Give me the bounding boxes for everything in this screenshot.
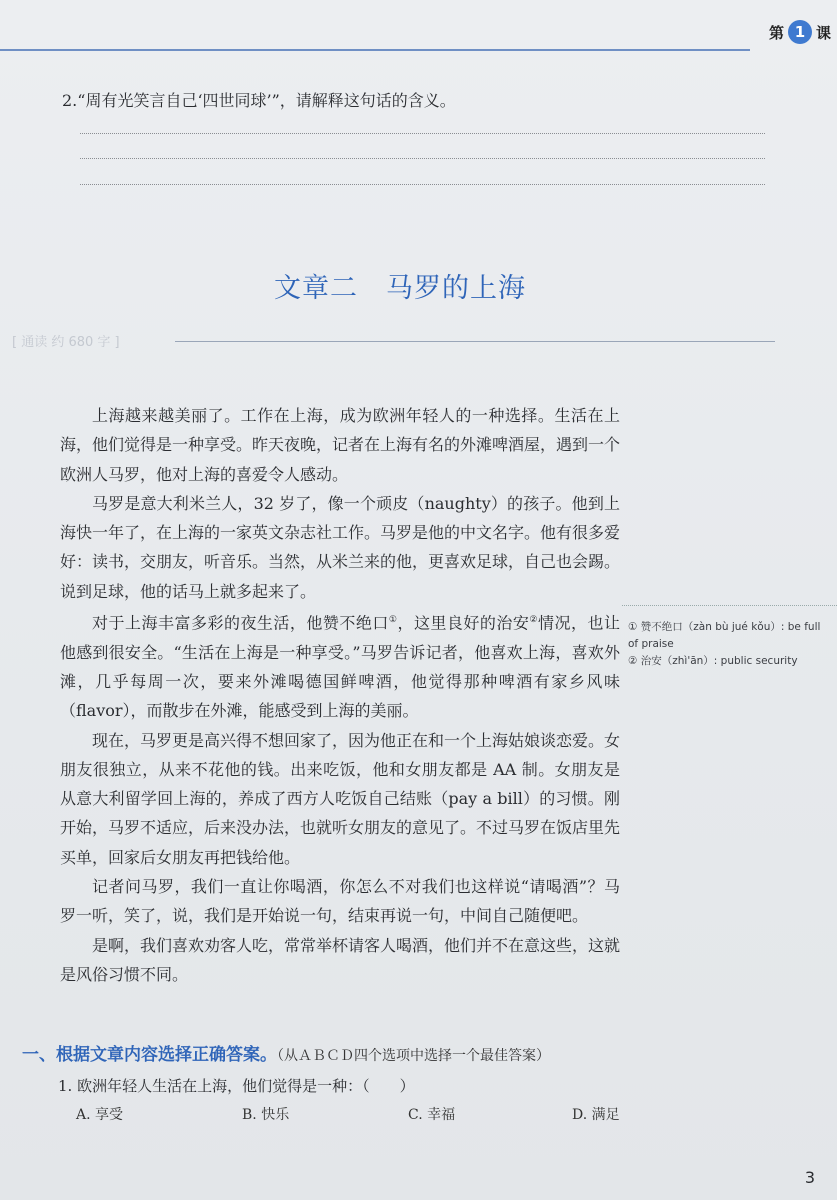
answer-line[interactable] [80, 184, 765, 185]
read-tag: [ 通读 约 680 字 ] [12, 335, 120, 350]
paragraph: 现在，马罗更是高兴得不想回家了，因为他正在和一个上海姑娘谈恋爱。女朋友很独立，从来不花他的钱。出来吃饭，他和女朋友都是 AA 制。女朋友是从意大利留学回上海的，养成了西方人吃饭自己结账（pay a bill）的习惯。刚开始，马罗不适应，后来没办法，也就听女朋友的意见了。不过马罗在饭店里先买单，回家后女朋友再把钱给他。 [60, 730, 621, 867]
option-c[interactable]: C. 幸福 [408, 1107, 456, 1123]
footnote-marker: ② [529, 615, 538, 626]
article-title: 文章二 马罗的上海 [274, 273, 526, 304]
footnote: ② 治安（zhì'ān）: public security [628, 655, 798, 667]
paragraph: 记者问马罗，我们一直让你喝酒，你怎么不对我们也这样说“请喝酒”？马罗一听，笑了，说，我们是开始说一句，结束再说一句，中间自己随便吧。 [60, 877, 620, 926]
lesson-prefix: 第 [768, 23, 784, 42]
paragraph: 马罗是意大利米兰人，32 岁了，像一个顽皮（naughty）的孩子。他到上海快一年了，在上海的一家英文杂志社工作。马罗是他的中文名字。他有很多爱好：读书，交朋友，听音乐。当然，从米兰来的他，更喜欢足球，自己也会踢。说到足球，他的话马上就多起来了。 [60, 493, 621, 601]
footnote-rule [622, 605, 837, 606]
option-b[interactable]: B. 快乐 [242, 1107, 290, 1123]
question-2: 2.“周有光笑言自己‘四世同球’”，请解释这句话的含义。 [62, 91, 456, 110]
exercise-title: 一、根据文章内容选择正确答案。 [22, 1045, 277, 1065]
page-number: 3 [804, 1168, 815, 1187]
option-d[interactable]: D. 满足 [572, 1107, 620, 1123]
exercise-heading [22, 1040, 550, 1065]
paragraph: 对于上海丰富多彩的夜生活，他赞不绝口①，这里良好的治安②情况，也让他感到很安全。“生活在上海是一种享受。”马罗告诉记者，他喜欢上海，喜欢外滩，几乎每周一次，要来外滩喝德国鲜啤酒，他觉得那种啤酒有家乡风味（flavor），而散步在外滩，能感受到上海的美丽。 [60, 613, 620, 721]
paragraph: 是啊，我们喜欢劝客人吃，常常举杯请客人喝酒，他们并不在意这些，这就是风俗习惯不同。 [60, 935, 621, 984]
option-a[interactable]: A. 享受 [76, 1107, 124, 1123]
lesson-number-badge: 1 [788, 20, 812, 44]
article-body [60, 401, 620, 989]
answer-line[interactable] [80, 133, 765, 134]
header-rule [0, 49, 750, 51]
title-rule [175, 341, 775, 342]
footnote: ① 赞不绝口（zàn bù jué kǒu）: be full of praise [628, 621, 821, 650]
footnotes [628, 619, 833, 670]
lesson-suffix: 课 [815, 23, 831, 42]
footnote-marker: ① [388, 615, 398, 626]
paragraph: 上海越来越美丽了。工作在上海，成为欧洲年轻人的一种选择。生活在上海，他们觉得是一种享受。昨天夜晚，记者在上海有名的外滩啤酒屋，遇到一个欧洲人马罗，他对上海的喜爱令人感动。 [60, 406, 621, 484]
question-1: 1. 欧洲年轻人生活在上海，他们觉得是一种：（ ） [58, 1077, 415, 1095]
exercise-note: （从ＡＢＣＤ四个选项中选择一个最佳答案） [277, 1048, 550, 1064]
lesson-label [769, 20, 831, 44]
answer-line[interactable] [80, 158, 765, 159]
